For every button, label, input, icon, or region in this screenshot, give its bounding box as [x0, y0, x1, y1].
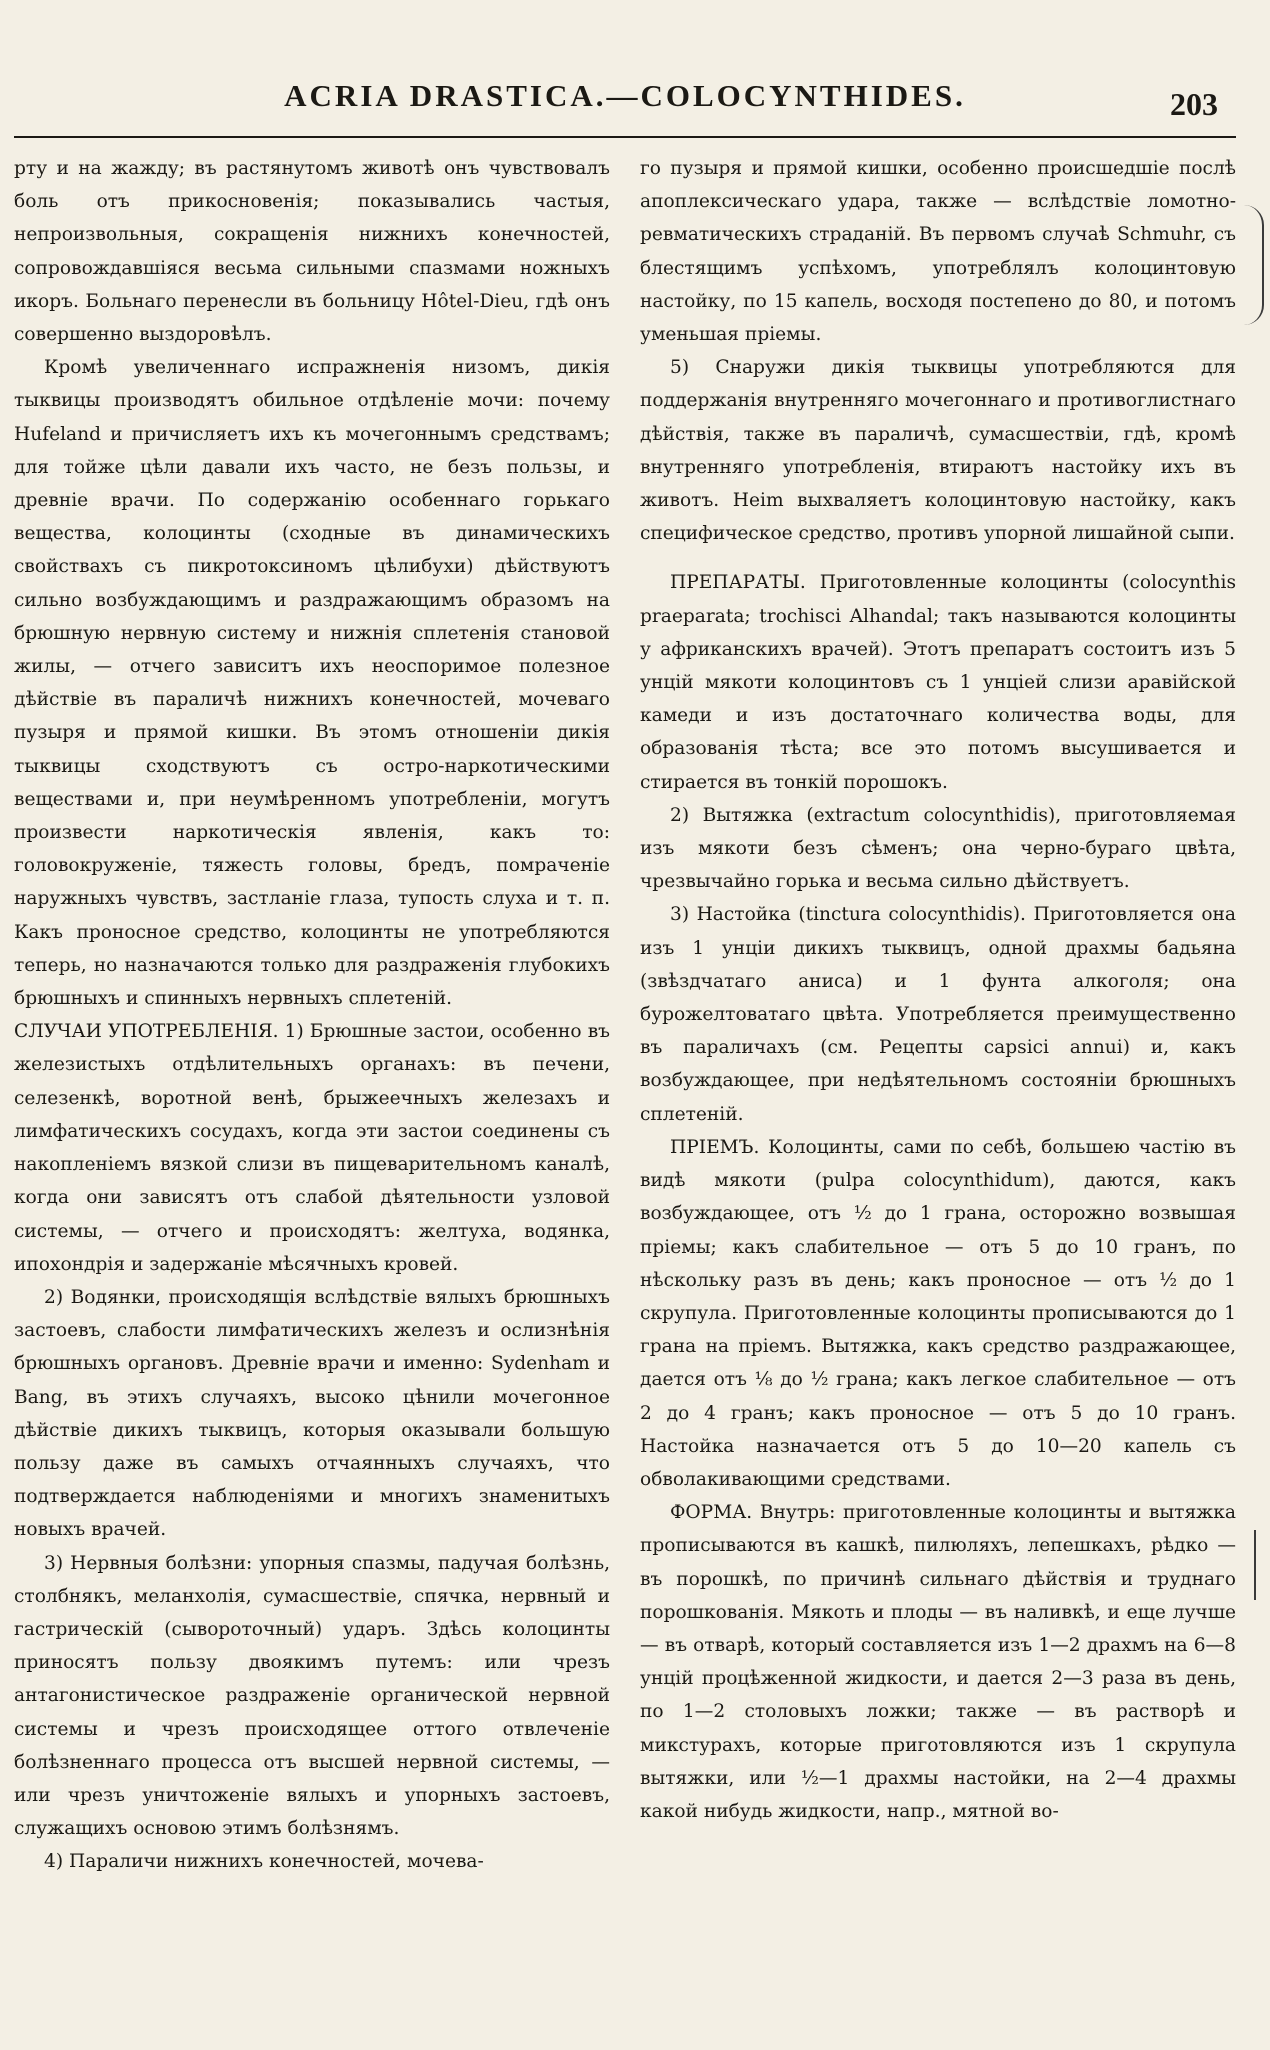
paragraph: 3) Нервныя болѣзни: упорныя спазмы, падучая болѣзнь, столбнякъ, меланхолія, сумасшествіе, спячка, нервный и гастрическій (сывороточный) ударъ. Здѣсь колоцинты приносятъ пользу двоякимъ путемъ: или чрезъ антагонистическое раздраженіе органической нервной системы и чрезъ происходящее оттого отвлеченіе болѣзненнаго процесса отъ высшей нервной системы, — или чрезъ уничтоженіе вялыхъ и упорныхъ застоевъ, служащихъ основою этимъ болѣзнямъ.	[14, 1552, 610, 1840]
margin-line-mark	[1254, 1530, 1256, 1600]
paragraph: Кромѣ увеличеннаго испражненія низомъ, дикія тыквицы производятъ обильное отдѣленіе мочи: почему Hufeland и причисляетъ ихъ къ мочегоннымъ средствамъ; для тойже цѣли давали ихъ часто, не безъ пользы, и древніе врачи. По содержанію особеннаго горькаго вещества, колоцинты (сходные въ динамическихъ свойствахъ съ пикротоксиномъ цѣлибухи) дѣйствуютъ сильно возбуждающимъ и раздражающимъ образомъ на брюшную нервную систему и нижнія сплетенія становой жилы, — отчего зависитъ ихъ неоспоримое полезное дѣйствіе въ параличѣ нижнихъ конечностей, мочеваго пузыря и прямой кишки. Въ этомъ отношеніи дикія тыквицы сходствуютъ съ остро-наркотическими веществами и, при неумѣренномъ употребленіи, могутъ произвести наркотическія явленія, какъ то: головокруженіе, тяжесть головы, бредъ, помраченіе наружныхъ чувствъ, застланіе глаза, тупость слуха и т. п. Какъ проносное средство, колоцинты не употребляются теперь, но назначаются только для раздраженія глубокихъ брюшныхъ и спинныхъ нервныхъ сплетеній.	[14, 357, 610, 1010]
running-head	[14, 78, 1236, 134]
paragraph: 2) Водянки, происходящія вслѣдствіе вялыхъ брюшныхъ застоевъ, слабости лимфатическихъ железъ и ослизнѣнія брюшныхъ органовъ. Древніе врачи и именно: Sydenham и Bang, въ этихъ случаяхъ, высоко цѣнили мочегонное дѣйствіе дикихъ тыквицъ, которыя оказывали большую пользу даже въ самыхъ отчаянныхъ случаяхъ, что подтверждается наблюденіями и многихъ знаменитыхъ новыхъ врачей.	[14, 1286, 610, 1541]
paragraph-form: ФОРМА. Внутрь: приготовленные колоцинты и вытяжка прописываются въ кашкѣ, пилюляхъ, лепешкахъ, рѣдко — въ порошкѣ, по причинѣ сильнаго дѣйствія и труднаго порошкованія. Мякоть и плоды — въ наливкѣ, и еще лучше — въ отварѣ, который составляется изъ 1—2 драхмъ на 6—8 унцій процѣженной жидкости, и дается 2—3 раза въ день, по 1—2 столовыхъ ложки; также — въ растворѣ и микстурахъ, которые приготовляются изъ 1 скрупула вытяжки, или ½—1 драхмы настойки, на 2—4 драхмы какой нибудь жидкости, напр., мятной во-	[640, 1502, 1236, 1822]
paragraph: 5) Снаружи дикія тыквицы употребляются для поддержанія внутренняго мочегоннаго и противоглистнаго дѣйствія, также въ параличѣ, сумасшествіи, гдѣ, кромѣ внутренняго употребленія, втираютъ настойку ихъ въ животъ. Heim выхваляетъ колоцинтовую настойку, какъ специфическое средство, противъ упорной лишайной сыпи.	[640, 357, 1236, 545]
paragraph-preparations: ПРЕПАРАТЫ. Приготовленные колоцинты (colocynthis praeparata; trochisci Alhandal; такъ называются колоцинты у африканскихъ врачей). Этотъ препаратъ состоитъ изъ 5 унцій мякоти колоцинтовъ съ 1 унціей слизи аравійской камеди и изъ достаточнаго количества воды, для образованія тѣста; все это потомъ высушивается и стирается въ тонкій порошокъ.	[640, 572, 1236, 793]
paragraph-dosage: ПРІЕМЪ. Колоцинты, сами по себѣ, большею частію въ видѣ мякоти (pulpa colocynthidum), даются, какъ возбуждающее, отъ ½ до 1 грана, осторожно возвышая пріемы; какъ слабительное — отъ 5 до 10 гранъ, по нѣскольку разъ въ день; какъ проносное — отъ ½ до 1 скрупула. Приготовленные колоцинты прописываются до 1 грана на пріемъ. Вытяжка, какъ средство раздражающее, дается отъ ⅛ до ½ грана; какъ легкое слабительное — отъ 2 до 4 гранъ; какъ проносное — отъ 5 до 10 гранъ. Настойка назначается отъ 5 до 10—20 капель съ обволакивающими средствами.	[640, 1136, 1236, 1490]
header-rule	[14, 136, 1236, 138]
page-number: 203	[1170, 86, 1218, 122]
paragraph: 4) Параличи нижнихъ конечностей, мочева-	[44, 1851, 484, 1873]
paragraph-cases-of-use: СЛУЧАИ УПОТРЕБЛЕНІЯ. 1) Брюшные застои, особенно въ железистыхъ отдѣлительныхъ органахъ: въ печени, селезенкѣ, воротной венѣ, брыжеечныхъ железахъ и лимфатическихъ сосудахъ, когда эти застои соединены съ накопленіемъ вязкой слизи въ пищеварительномъ каналѣ, когда они зависятъ отъ слабой дѣятельности узловой системы, — отчего и происходятъ: желтуха, водянка, ипохондрія и задержаніе мѣсячныхъ кровей.	[14, 1021, 610, 1275]
paragraph: 3) Настойка (tinctura colocynthidis). Приготовляется она изъ 1 унціи дикихъ тыквицъ, одной драхмы бадьяна (звѣздчатаго аниса) и 1 фунта алкоголя; она бурожелтоватаго цвѣта. Употребляется преимущественно въ параличахъ (см. Рецепты capsici annui) и, какъ возбуждающее, при недѣятельномъ состояніи брюшныхъ сплетеній.	[640, 904, 1236, 1125]
paragraph: го пузыря и прямой кишки, особенно происшедшіе послѣ апоплексическаго удара, также — вслѣдствіе ломотно-ревматическихъ страданій. Въ первомъ случаѣ Schmuhr, съ блестящимъ успѣхомъ, употреблялъ колоцинтовую настойку, по 15 капель, восходя постепено до 80, и потомъ уменьшая пріемы.	[640, 158, 1236, 346]
margin-bracket-mark	[1242, 205, 1264, 325]
left-column	[14, 152, 610, 1879]
text-columns	[14, 152, 1236, 1879]
right-column	[640, 152, 1236, 1879]
running-title: ACRIA DRASTICA.—COLOCYNTHIDES.	[284, 78, 966, 113]
paragraph: 2) Вытяжка (extractum colocynthidis), приготовляемая изъ мякоти безъ сѣменъ; она черно-бураго цвѣта, чрезвычайно горька и весьма сильно дѣйствуетъ.	[640, 804, 1236, 893]
paragraph: рту и на жажду; въ растянутомъ животѣ онъ чувствовалъ боль отъ прикосновенія; показывались частыя, непроизвольныя, сокращенія нижнихъ конечностей, сопровождавшіяся весьма сильными спазмами ножныхъ икоръ. Больнаго перенесли въ больницу Hôtel-Dieu, гдѣ онъ совершенно выздоровѣлъ.	[14, 158, 610, 346]
